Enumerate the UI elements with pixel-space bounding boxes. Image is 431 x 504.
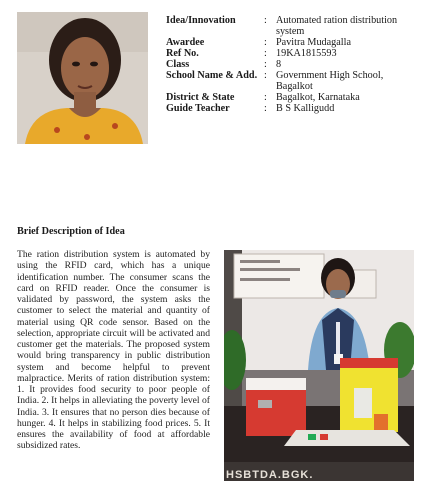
description-heading: Brief Description of Idea bbox=[17, 226, 125, 237]
info-label: Guide Teacher bbox=[166, 103, 230, 114]
info-value: Bagalkot, Karnataka bbox=[276, 92, 360, 103]
info-row-awardee bbox=[166, 37, 421, 48]
info-separator: : bbox=[264, 15, 267, 26]
info-separator: : bbox=[264, 103, 267, 114]
info-separator: : bbox=[264, 92, 267, 103]
info-row-guide bbox=[166, 103, 421, 114]
info-label: Idea/Innovation bbox=[166, 15, 236, 26]
info-label: Ref No. bbox=[166, 48, 199, 59]
info-separator: : bbox=[264, 59, 267, 70]
floor-text: HSBTDA.BGK. bbox=[226, 469, 314, 481]
info-row-class bbox=[166, 59, 421, 70]
info-row-ref bbox=[166, 48, 421, 59]
info-value: Automated ration distribution system bbox=[276, 15, 398, 37]
project-picture bbox=[224, 250, 414, 481]
awardee-portrait bbox=[17, 12, 148, 144]
info-row-idea bbox=[166, 15, 421, 37]
description-body: The ration distribution system is automated by using the RFID card, which has a unique identification number. The consumer scans the card on RFID reader. Once the consumer is validated by password, the system asks the customer to select the material and quantity of material using QR code sensor. Based on the selection, appropriate circuit will be activated and customer get the materials. The proposed system would bring transparency in public distribution system and become helpful to prevent malpractice. Merits of ration distribution system: 1. It provides food security to poor people of India. 2. It helps in alleviating the poverty level of India. 3. It ensures that no person dies because of hunger. 4. It helps in stabilizing food prices. 5. It ensures the availability of food at affordable subsidized rates. bbox=[17, 249, 210, 452]
info-label: District & State bbox=[166, 92, 235, 103]
profile-info bbox=[166, 15, 421, 114]
info-value: 8 bbox=[276, 59, 282, 70]
info-separator: : bbox=[264, 48, 267, 59]
info-separator: : bbox=[264, 37, 267, 48]
info-value: Government High School, Bagalkot bbox=[276, 70, 384, 92]
info-label: School Name & Add. bbox=[166, 70, 258, 81]
info-label: Class bbox=[166, 59, 190, 70]
info-value: B S Kalligudd bbox=[276, 103, 335, 114]
info-value: 19KA1815593 bbox=[276, 48, 337, 59]
info-value: Pavitra Mudagalla bbox=[276, 37, 351, 48]
portrait-picture bbox=[17, 12, 148, 144]
project-photo bbox=[224, 250, 414, 481]
info-row-school bbox=[166, 70, 421, 92]
info-separator: : bbox=[264, 70, 267, 81]
info-label: Awardee bbox=[166, 37, 205, 48]
info-row-district bbox=[166, 92, 421, 103]
